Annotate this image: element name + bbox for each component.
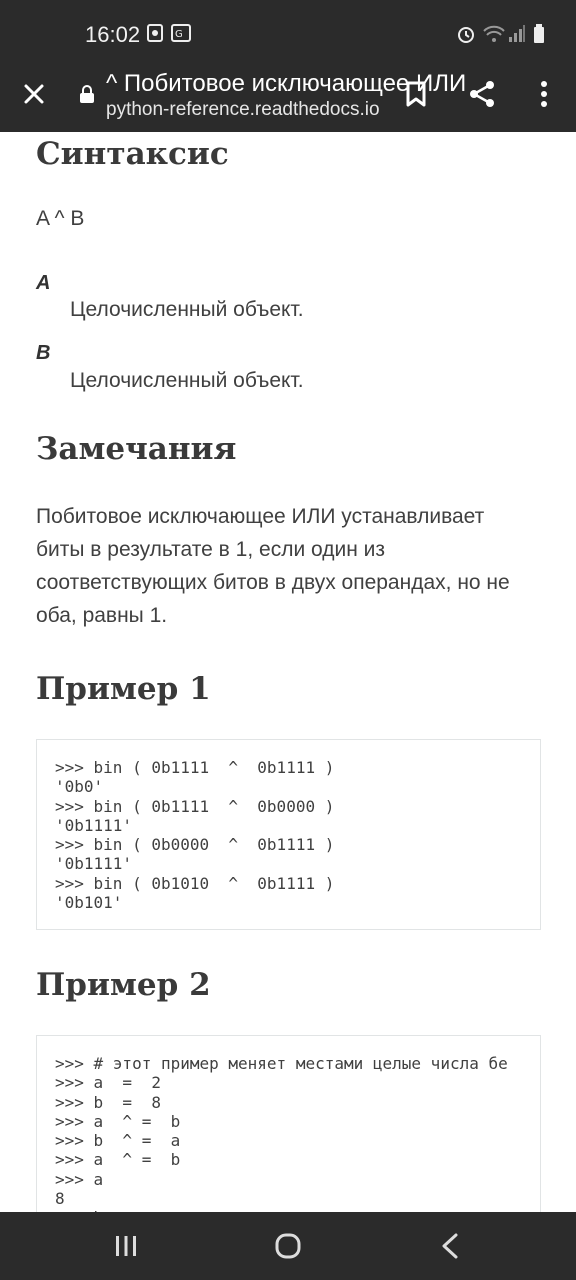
signal-icon bbox=[508, 24, 526, 49]
status-bar bbox=[0, 0, 576, 68]
param-description: Целочисленный объект. bbox=[70, 298, 304, 321]
param-name: B bbox=[36, 342, 51, 364]
page-content bbox=[0, 132, 576, 1212]
bookmark-icon[interactable] bbox=[396, 74, 436, 114]
more-icon[interactable] bbox=[524, 74, 564, 114]
remarks-line: биты в результате в 1, если один из bbox=[36, 538, 386, 561]
alarm-icon bbox=[456, 24, 476, 49]
svg-text:G: G bbox=[175, 29, 183, 40]
code-text: >>> # этот пример меняет местами целые числа бе >>> a = 2 >>> b = 8 >>> a ^ = b >>> b ^ = a >>> a ^ = b >>> a 8 bbox=[55, 1054, 508, 1209]
tab-title[interactable]: ^ Побитовое исключающее ИЛИ bbox=[106, 70, 467, 97]
example2-heading: Пример 2 bbox=[36, 967, 211, 1003]
code-block-example2[interactable] bbox=[36, 1035, 541, 1235]
code-block-example1[interactable] bbox=[36, 739, 541, 930]
remarks-line: соответствующих битов в двух операндах, но не bbox=[36, 571, 510, 594]
remarks-heading: Замечания bbox=[36, 431, 237, 467]
close-icon[interactable] bbox=[14, 74, 54, 114]
param-description: Целочисленный объект. bbox=[70, 369, 304, 392]
share-icon[interactable] bbox=[462, 74, 502, 114]
code-text: >>> bin ( 0b1111 ^ 0b1111 ) '0b0' >>> bin ( 0b1111 ^ 0b0000 ) '0b1111' >>> bin ( 0b0000 ^ 0b1111 ) '0b1111' >>> bin ( 0b1010 ^ 0b1111 ) '0b101' bbox=[55, 758, 335, 913]
translate-icon bbox=[171, 24, 191, 47]
remarks-line: оба, равны 1. bbox=[36, 604, 168, 627]
example1-heading: Пример 1 bbox=[36, 671, 211, 707]
wifi-icon bbox=[482, 24, 506, 49]
recent-apps-icon[interactable] bbox=[106, 1226, 146, 1266]
browser-chrome bbox=[0, 0, 576, 132]
remarks-line: Побитовое исключающее ИЛИ устанавливает bbox=[36, 505, 485, 528]
page-url[interactable]: python-reference.readthedocs.io bbox=[106, 99, 380, 120]
syntax-text: A ^ B bbox=[36, 207, 85, 230]
battery-icon bbox=[533, 24, 545, 49]
param-name: A bbox=[36, 272, 51, 294]
screenshot-icon bbox=[147, 24, 163, 47]
back-icon[interactable] bbox=[430, 1226, 470, 1266]
syntax-heading: Синтаксис bbox=[36, 136, 229, 172]
home-icon[interactable] bbox=[266, 1226, 310, 1266]
status-time: 16:02 bbox=[85, 22, 141, 47]
browser-toolbar bbox=[0, 68, 576, 132]
lock-icon bbox=[78, 82, 96, 106]
remarks-paragraph bbox=[36, 500, 510, 632]
system-nav-bar bbox=[0, 1212, 576, 1280]
